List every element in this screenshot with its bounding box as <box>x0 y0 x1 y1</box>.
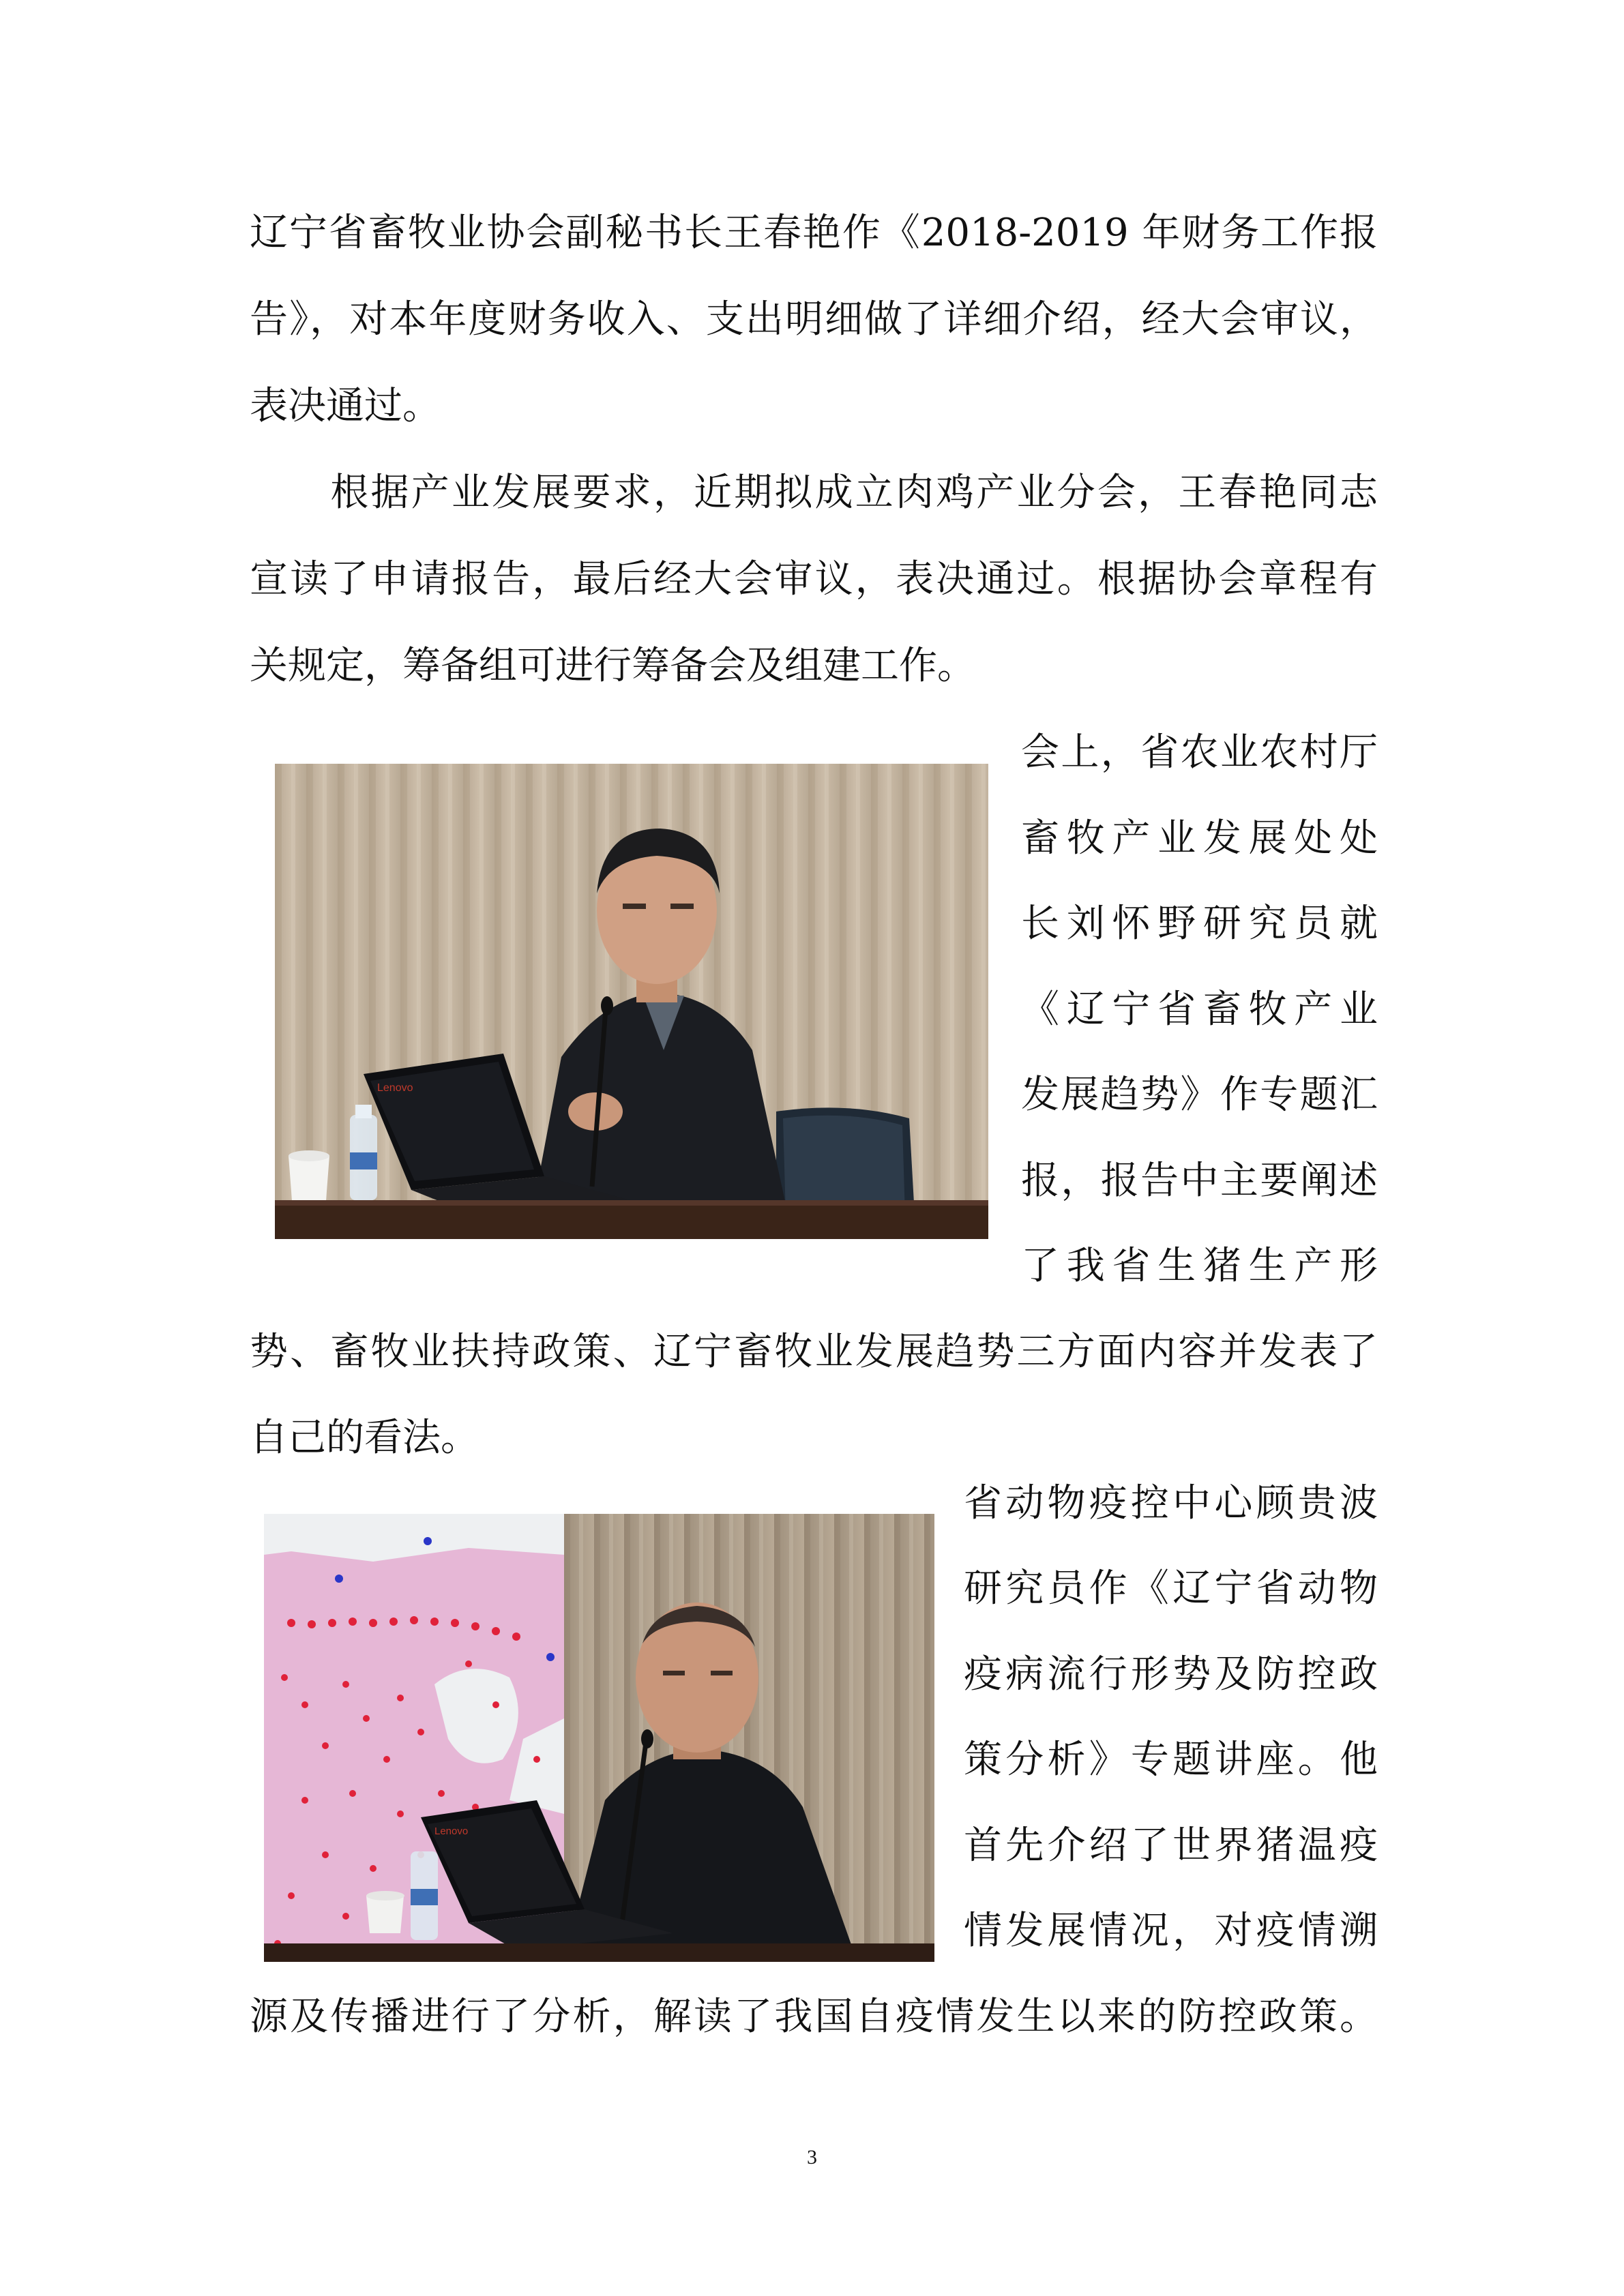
body-text-line: 首先介绍了世界猪温疫 <box>964 1823 1378 1868</box>
body-text-line: 自己的看法。 <box>250 1416 479 1460</box>
body-text-line: 告》，对本年度财务收入、支出明细做了详细介绍，经大会审议， <box>250 297 1378 342</box>
body-text-line: 《辽宁省畜牧产业 <box>1021 987 1378 1032</box>
body-text-line: 宣读了申请报告，最后经大会审议，表决通过。根据协会章程有 <box>250 557 1378 601</box>
body-text-line: 长刘怀野研究员就 <box>1021 901 1378 946</box>
speaker-photo-2 <box>264 1514 934 1962</box>
body-text-line: 发展趋势》作专题汇 <box>1021 1073 1378 1117</box>
page-number: 3 <box>807 2146 817 2168</box>
body-text-line: 辽宁省畜牧业协会副秘书长王春艳作《2018-2019 年财务工作报 <box>250 211 1378 255</box>
body-text-line: 会上，省农业农村厅 <box>1021 730 1378 775</box>
body-text-line: 策分析》专题讲座。他 <box>964 1738 1378 1782</box>
body-text-line: 根据产业发展要求，近期拟成立肉鸡产业分会，王春艳同志 <box>250 471 1378 515</box>
body-text-line: 省动物疫控中心顾贵波 <box>964 1481 1378 1525</box>
body-text-line: 表决通过。 <box>250 384 441 428</box>
body-text-line: 报，报告中主要阐述 <box>1021 1159 1378 1203</box>
svg-text:Lenovo: Lenovo <box>377 1082 413 1094</box>
speaker-photo-1 <box>275 764 988 1239</box>
body-text-line: 情发展情况，对疫情溯 <box>964 1909 1378 1953</box>
body-text-line: 疫病流行形势及防控政 <box>964 1652 1378 1697</box>
body-text-line: 畜牧产业发展处处 <box>1021 816 1378 861</box>
body-text-line: 关规定，筹备组可进行筹备会及组建工作。 <box>250 644 975 688</box>
svg-text:Lenovo: Lenovo <box>434 1825 469 1837</box>
body-text-line: 势、畜牧业扶持政策、辽宁畜牧业发展趋势三方面内容并发表了 <box>250 1330 1378 1374</box>
body-text-line: 研究员作《辽宁省动物 <box>964 1566 1378 1611</box>
body-text-line: 源及传播进行了分析，解读了我国自疫情发生以来的防控政策。 <box>250 1995 1378 2039</box>
body-text-line: 了我省生猪生产形 <box>1021 1244 1378 1288</box>
